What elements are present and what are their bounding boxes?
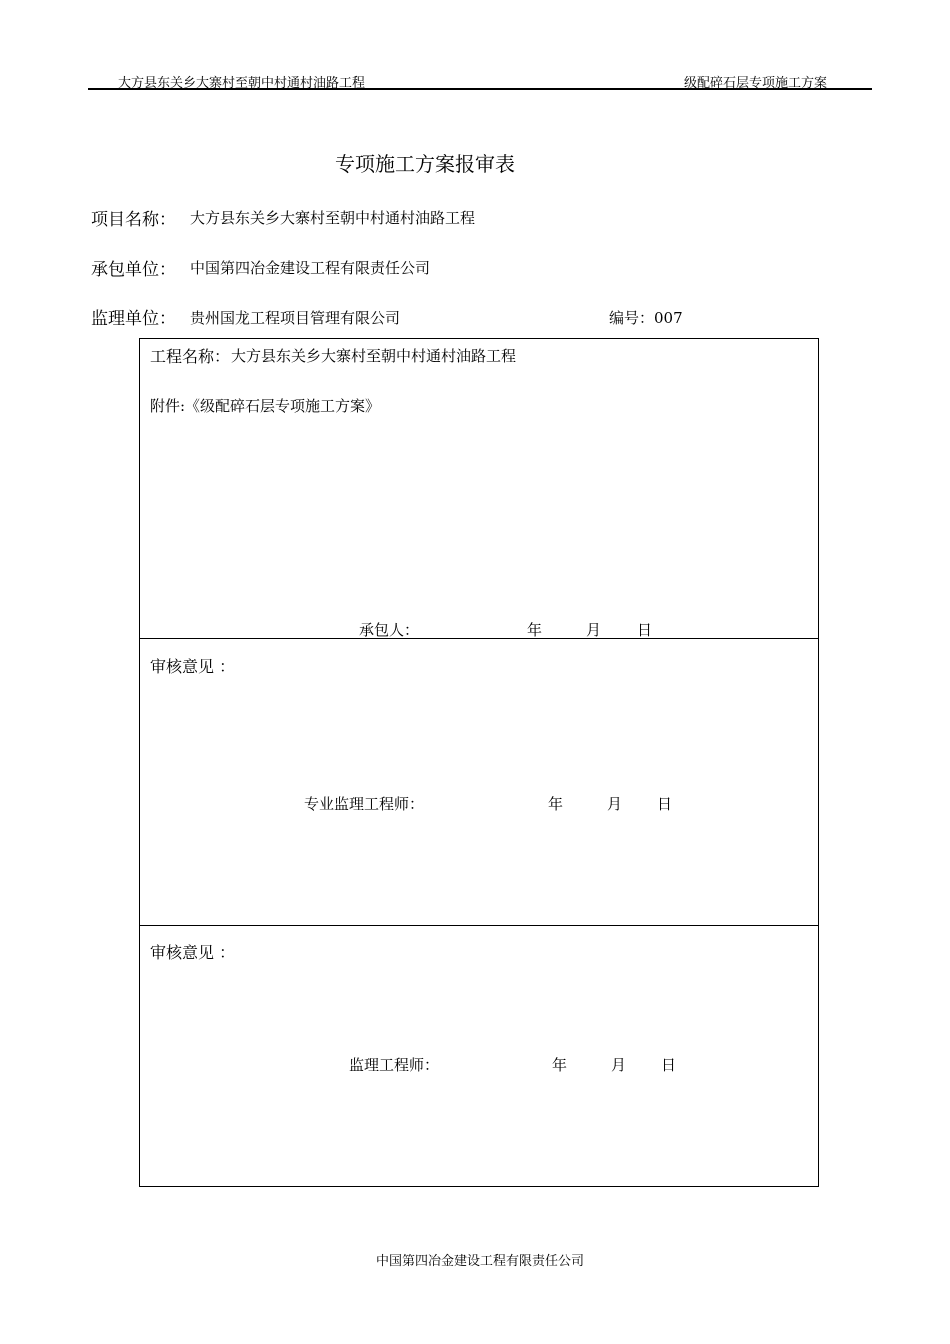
professional-year: 年 bbox=[548, 795, 564, 813]
review-opinion-label: 审核意见 ： bbox=[150, 657, 236, 676]
page-footer: 中国第四冶金建设工程有限责任公司 bbox=[375, 1254, 584, 1269]
page-title: 专项施工方案报审表 bbox=[335, 152, 515, 176]
document-number: 编号：007 bbox=[609, 309, 683, 327]
supervising-month: 月 bbox=[611, 1056, 627, 1074]
supervising-engineer-label: 监理工程师： bbox=[349, 1056, 440, 1074]
submission-section bbox=[140, 339, 818, 639]
professional-day: 日 bbox=[657, 795, 673, 813]
professional-engineer-label: 专业监理工程师： bbox=[304, 795, 425, 813]
contractor-year: 年 bbox=[527, 621, 543, 639]
contractor-value: 中国第四冶金建设工程有限责任公司 bbox=[190, 259, 431, 277]
header-rule bbox=[88, 88, 872, 90]
header-document-name: 级配碎石层专项施工方案 bbox=[684, 76, 828, 91]
professional-review-section bbox=[140, 639, 818, 926]
contractor-day: 日 bbox=[637, 621, 653, 639]
contractor-label: 承包单位： bbox=[91, 260, 176, 280]
professional-month: 月 bbox=[607, 795, 623, 813]
project-name-label: 项目名称： bbox=[91, 210, 176, 230]
supervising-day: 日 bbox=[661, 1056, 677, 1074]
contractor-month: 月 bbox=[586, 621, 602, 639]
review-opinion-label-2: 审核意见 ： bbox=[150, 943, 236, 962]
header-project-name: 大方县东关乡大寨村至朝中村通村油路工程 bbox=[118, 76, 366, 91]
contractor-signer-label: 承包人： bbox=[359, 621, 420, 639]
supervisor-value: 贵州国龙工程项目管理有限公司 bbox=[190, 309, 401, 327]
project-name-value: 大方县东关乡大寨村至朝中村通村油路工程 bbox=[190, 209, 476, 227]
supervisor-review-section bbox=[140, 926, 818, 1188]
work-name-value: 大方县东关乡大寨村至朝中村通村油路工程 bbox=[231, 347, 517, 365]
attachment-text: 附件:《级配碎石层专项施工方案》 bbox=[150, 397, 381, 415]
approval-form bbox=[139, 338, 819, 1187]
work-name-label: 工程名称： bbox=[150, 347, 231, 366]
supervisor-label: 监理单位： bbox=[91, 309, 176, 329]
supervising-year: 年 bbox=[552, 1056, 568, 1074]
